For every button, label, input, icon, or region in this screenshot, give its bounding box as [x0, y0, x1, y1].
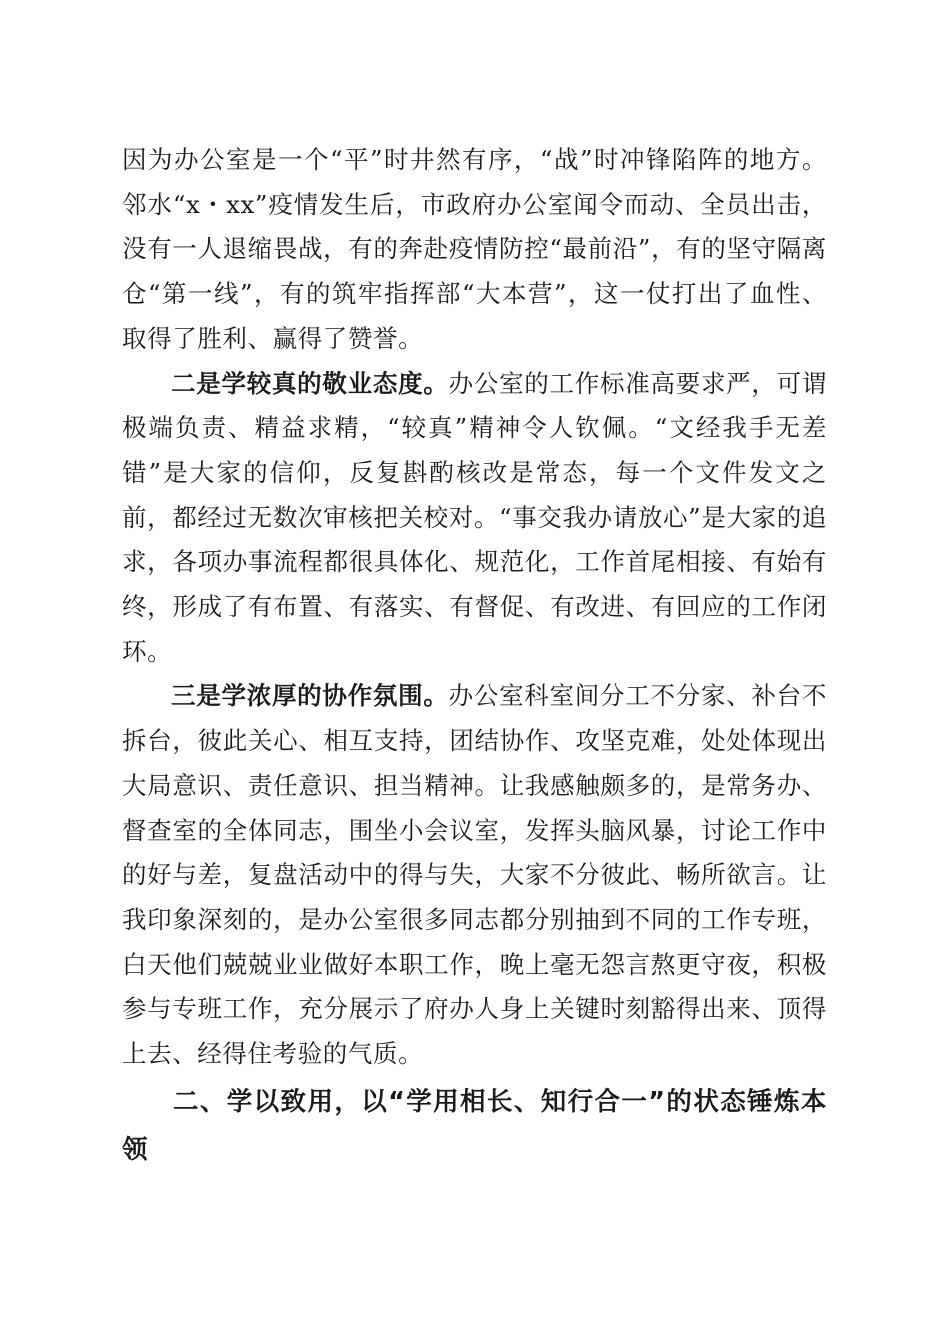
paragraph-lead: 二是学较真的敬业态度。: [171, 368, 449, 398]
paragraph-lead: 三是学浓厚的协作氛围。: [171, 681, 449, 711]
paragraph-collaboration: [122, 674, 827, 1076]
paragraph-dedication: [122, 362, 827, 675]
section-heading: 二、学以致用，以“学用相长、知行合一”的状态锤炼本领: [122, 1086, 827, 1165]
document-body: [122, 138, 827, 1174]
paragraph-continued: 因为办公室是一个“平”时井然有序，“战”时冲锋陷阵的地方。邻水“x・xx”疫情发生后，市政府办公室闻令而动、全员出击，没有一人退缩畏战，有的奔赴疫情防控“最前沿”，有的坚守隔离仓“第一线”，有的筑牢指挥部“大本营”，这一仗打出了血性、取得了胜利、赢得了赞誉。: [122, 145, 827, 353]
paragraph-text: 办公室的工作标准高要求严，可谓极端负责、精益求精，“较真”精神令人钦佩。“文经我手无差错”是大家的信仰，反复斟酌核改是常态，每一个文件发文之前，都经过无数次审核把关校对。“事交我办请放心”是大家的追求，各项办事流程都很具体化、规范化，工作首尾相接、有始有终，形成了有布置、有落实、有督促、有改进、有回应的工作闭环。: [122, 368, 827, 666]
paragraph-text: 办公室科室间分工不分家、补台不拆台，彼此关心、相互支持，团结协作、攻坚克难，处处体现出大局意识、责任意识、担当精神。让我感触颇多的，是常务办、督查室的全体同志，围坐小会议室，发挥头脑风暴，讨论工作中的好与差，复盘活动中的得与失，大家不分彼此、畅所欲言。让我印象深刻的，是办公室很多同志都分别抽到不同的工作专班，白天他们兢兢业业做好本职工作，晚上毫无怨言熬更守夜，积极参与专班工作，充分展示了府办人身上关键时刻豁得出来、顶得上去、经得住考验的气质。: [122, 681, 827, 1069]
